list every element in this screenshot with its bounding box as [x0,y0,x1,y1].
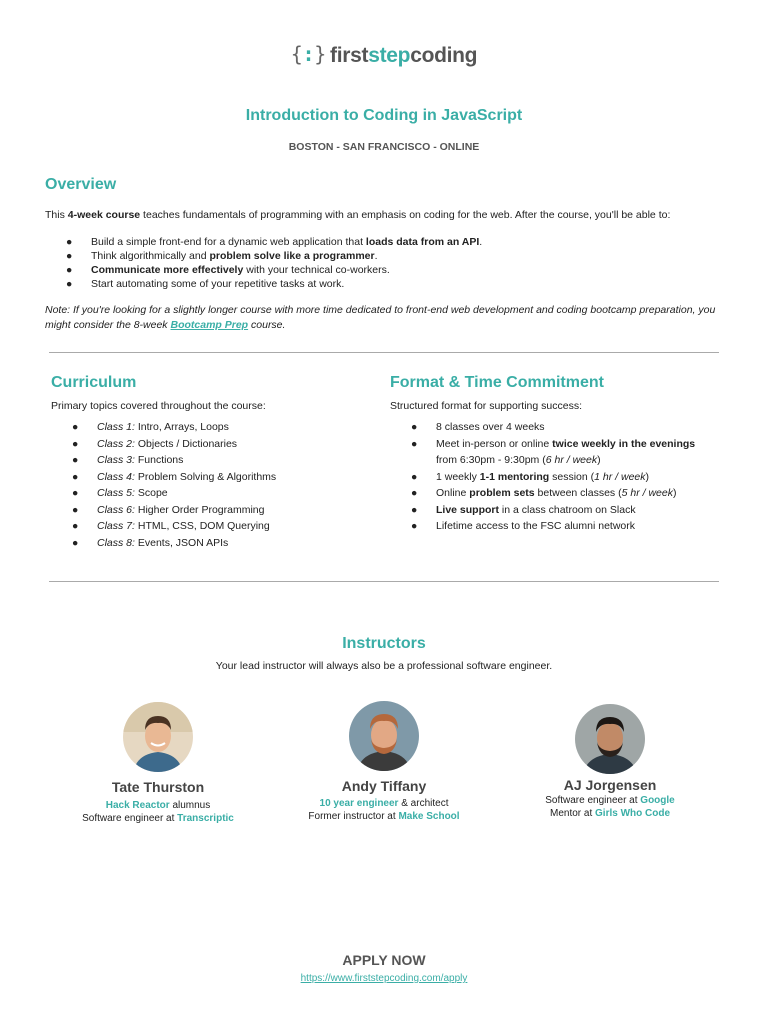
bullet-icon: ● [411,421,418,433]
bootcamp-prep-link[interactable]: Bootcamp Prep [170,319,249,331]
format-intro: Structured format for supporting success: [390,400,582,412]
instructor-line: Mentor at Girls Who Code [549,808,671,819]
overview-heading: Overview [45,176,117,193]
bullet-icon: ● [411,437,418,450]
list-item: ● 1 weekly 1-1 mentoring session (1 hr / week) [390,469,740,486]
apply-now-heading: APPLY NOW [342,952,426,968]
format-list [390,419,740,535]
divider [49,581,719,582]
apply-link-wrap [0,973,768,984]
bullet-icon: ● [411,487,418,499]
overview-bullets [45,235,735,291]
list-item: ● Meet in-person or online twice weekly in the evenings from 6:30pm - 9:30pm (6 hr / week) [411,437,696,466]
bullet-icon: ● [66,278,73,290]
logo-word-coding: coding [410,44,478,67]
logo-word-step: step [368,44,411,67]
bullet-icon: ● [72,520,79,532]
bullet-icon: ● [411,470,418,483]
list-item: ● Class 7: HTML, CSS, DOM Querying [51,518,371,535]
logo-word-first: first [330,44,369,67]
instructor-line: Hack Reactor alumnus [105,800,211,811]
instructor-line: Software engineer at Transcriptic [82,813,234,824]
curriculum-heading: Curriculum [51,374,137,391]
bullet-icon: ● [72,437,79,450]
person-photo-icon [575,704,645,774]
list-item: ● 8 classes over 4 weeks [390,419,740,436]
bullet-icon: ● [72,536,79,549]
avatar-tate-thurston [123,702,193,772]
page-title: Introduction to Coding in JavaScript [245,107,523,124]
bullet-icon: ● [72,454,79,466]
list-item: ● Class 3: Functions [51,452,371,469]
logo-brackets-icon: {:} [290,42,327,66]
instructors-heading: Instructors [342,635,426,652]
bullet-icon: ● [66,236,73,248]
overview-intro: This 4-week course teaches fundamentals of programming with an emphasis on coding for the web. After the course, you'll be able to: [45,209,671,221]
bullet-icon: ● [66,264,73,276]
list-item: ● Lifetime access to the FSC alumni network [390,518,740,535]
locations-line: BOSTON - SAN FRANCISCO - ONLINE [288,141,480,153]
bullet-icon: ● [72,487,79,499]
instructor-line: Software engineer at Google [545,795,675,806]
instructor-name: Tate Thurston [111,779,205,795]
curriculum-list [51,419,371,551]
list-item: ● Class 8: Events, JSON APIs [51,535,371,552]
avatar-andy-tiffany [349,701,419,771]
instructor-line: 10 year engineer & architect [319,798,449,809]
list-item: ● Class 5: Scope [51,485,371,502]
instructor-line: Former instructor at Make School [308,811,460,822]
bootcamp-note: Note: If you're looking for a slightly longer course with more time dedicated to front-end web development and coding bootcamp preparation, you might consider the 8-week Bootcamp Prep course. [45,304,716,331]
list-item: ● Communicate more effectively with your technical co-workers. [66,264,390,276]
person-photo-icon [349,701,419,771]
list-item: ● Start automating some of your repetitive tasks at work. [66,278,345,290]
avatar-aj-jorgensen [575,704,645,774]
instructor-name: AJ Jorgensen [563,777,657,793]
list-item: ● Class 4: Problem Solving & Algorithms [51,469,371,486]
list-item: ● Build a simple front-end for a dynamic web application that loads data from an API. [66,236,483,248]
bullet-icon: ● [72,421,79,433]
bullet-icon: ● [72,470,79,483]
bullet-icon: ● [66,250,73,262]
bullet-icon: ● [411,520,418,532]
brand-logo [0,42,768,68]
list-item: ● Class 2: Objects / Dictionaries [51,436,371,453]
list-item: ● Think algorithmically and problem solve like a programmer. [66,250,378,262]
list-item: ● Online problem sets between classes (5 hr / week) [390,485,740,502]
bullet-icon: ● [72,503,79,516]
bullet-icon: ● [411,503,418,516]
apply-link[interactable]: https://www.firststepcoding.com/apply [300,973,468,984]
instructors-subtitle: Your lead instructor will always also be a professional software engineer. [215,660,553,672]
format-heading: Format & Time Commitment [390,374,604,391]
list-item: ● Class 6: Higher Order Programming [51,502,371,519]
list-item: ● Class 1: Intro, Arrays, Loops [51,419,371,436]
instructor-name: Andy Tiffany [341,778,427,794]
list-item: ● Live support in a class chatroom on Slack [390,502,740,519]
curriculum-intro: Primary topics covered throughout the course: [51,400,266,412]
divider [49,352,719,353]
person-photo-icon [123,702,193,772]
